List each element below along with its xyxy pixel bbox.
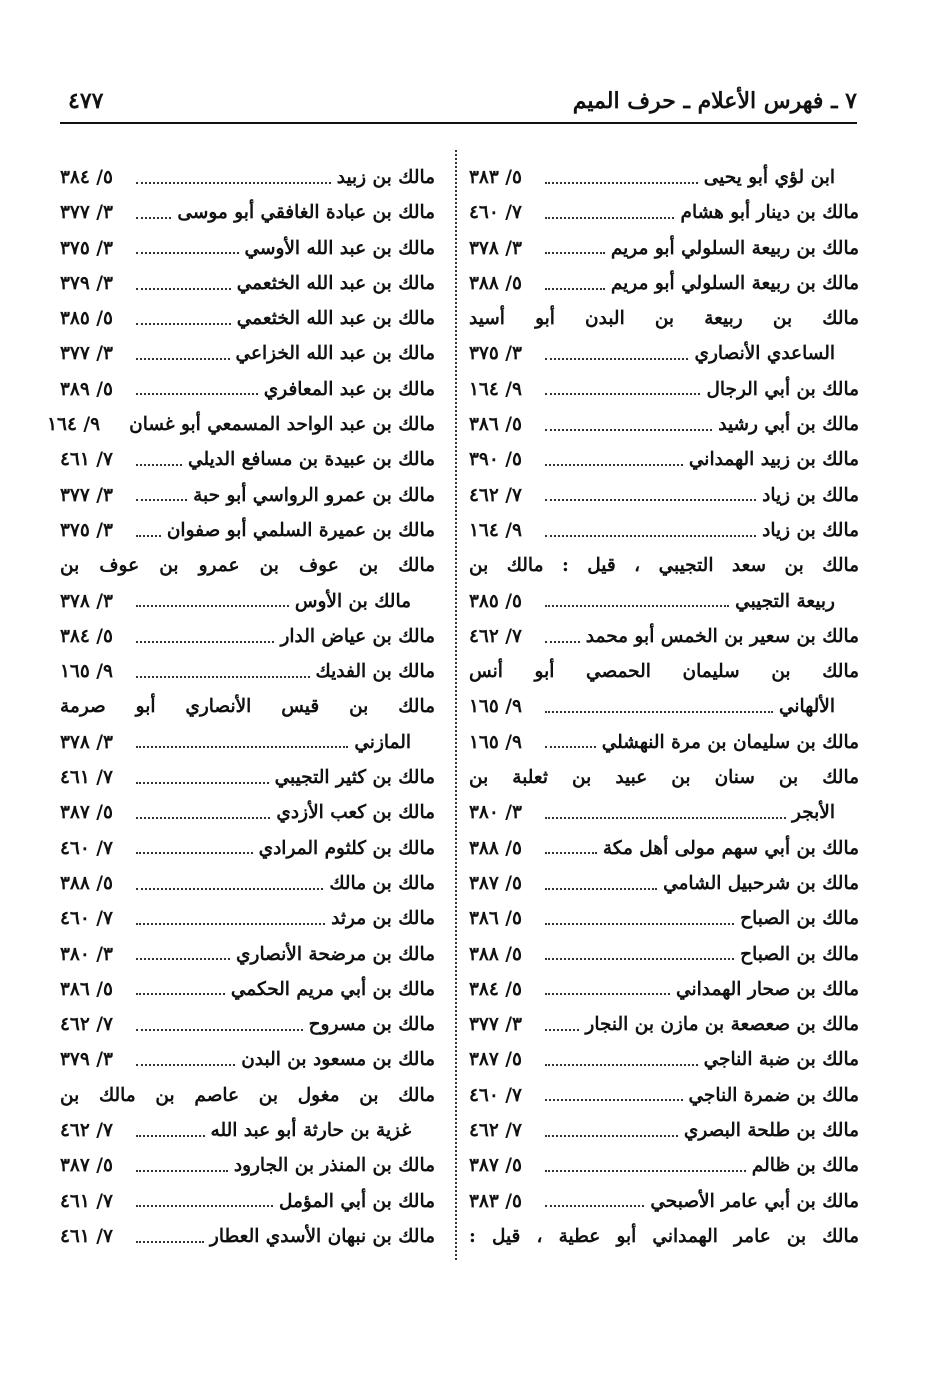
entry-name: مالك بن مرثد <box>331 908 435 930</box>
entry-name: الساعدي الأنصاري <box>694 343 835 365</box>
entry-reference: ٥/ ٣٨٨ <box>60 872 113 894</box>
page-header <box>60 88 857 124</box>
entry-reference: ٧/ ٤٦٢ <box>60 1014 113 1036</box>
entry-reference: ٥/ ٣٨٤ <box>60 625 113 647</box>
entry-name: مالك بن عبد الله الخثعمي <box>236 272 435 294</box>
index-entry <box>47 407 435 442</box>
index-entry <box>60 654 435 689</box>
entry-name: مالك بن سليمان بن مرة النهشلي <box>601 731 859 753</box>
dot-leader <box>545 852 597 854</box>
dot-leader <box>136 358 230 360</box>
entry-reference: ٧/ ٤٦١ <box>60 449 113 471</box>
dot-leader <box>136 605 289 607</box>
dot-leader <box>136 1241 204 1243</box>
entry-reference: ٥/ ٣٨٨ <box>469 837 522 859</box>
dot-leader <box>136 393 258 395</box>
entry-name: مالك بن عوف بن عمرو بن عوف بن <box>60 555 435 577</box>
entry-name: مالك بن زبيد <box>336 167 435 188</box>
entry-name: مالك بن كعب الأزدي <box>276 802 435 824</box>
entry-name: مالك بن الفديك <box>315 661 435 683</box>
index-entry <box>469 336 859 371</box>
dot-leader <box>545 1205 644 1207</box>
entry-name: مالك بن عبد الواحد المسمعي أبو غسان <box>129 414 435 436</box>
dot-leader <box>136 288 231 290</box>
dot-leader <box>136 182 331 184</box>
entry-name: مالك بن ربيعة السلولي أبو مريم <box>610 272 859 294</box>
index-entry <box>469 1219 859 1254</box>
index-entry <box>60 160 435 195</box>
entry-name: مالك بن ضمرة الناجي <box>688 1084 859 1106</box>
dot-leader <box>545 535 756 537</box>
entry-name: مالك بن مسعود بن البدن <box>241 1049 435 1071</box>
entry-reference: ٧/ ٤٦٢ <box>60 1120 113 1142</box>
index-entry <box>60 513 435 548</box>
entry-name: مالك بن سعد التجيبي ، قيل : مالك بن <box>469 555 859 577</box>
index-entry <box>469 760 859 795</box>
entry-name: مالك بن صحار الهمداني <box>676 978 859 1000</box>
dot-leader <box>136 535 161 537</box>
index-entry <box>469 795 859 830</box>
index-entry <box>60 795 435 830</box>
entry-name: مالك بن عبد الله الخزاعي <box>235 343 435 365</box>
index-entry <box>60 831 435 866</box>
index-entry <box>469 372 859 407</box>
dot-leader <box>545 393 700 395</box>
index-entry <box>60 372 435 407</box>
index-entry <box>469 1042 859 1077</box>
entry-name: مالك بن عبيدة بن مسافع الديلي <box>188 449 435 471</box>
entry-name: مالك بن مرضحة الأنصاري <box>236 943 435 965</box>
entry-name: المازني <box>354 731 411 753</box>
index-entry <box>469 972 859 1007</box>
index-entry <box>60 937 435 972</box>
dot-leader <box>136 499 187 501</box>
entry-name: مالك بن الصباح <box>740 943 859 965</box>
index-entry <box>60 301 435 336</box>
dot-leader <box>545 605 729 607</box>
dot-leader <box>136 817 270 819</box>
dot-leader <box>545 429 712 431</box>
index-entry <box>469 1078 859 1113</box>
entry-name: مالك بن عامر الهمداني أبو عطية ، قيل : <box>469 1225 859 1247</box>
entry-reference: ٩/ ١٦٤ <box>47 414 101 436</box>
entry-name: مالك بن سعير بن الخمس أبو محمد <box>585 625 859 647</box>
dot-leader <box>545 1064 698 1066</box>
index-entry <box>469 901 859 936</box>
entry-name: مالك بن زياد <box>762 484 859 506</box>
index-entry <box>60 1078 435 1113</box>
index-entry <box>469 689 859 724</box>
dot-leader <box>136 1170 228 1172</box>
entry-reference: ٧/ ٤٦١ <box>60 1225 113 1247</box>
index-entry <box>469 1148 859 1183</box>
dot-leader <box>136 782 269 784</box>
dot-leader <box>545 923 734 925</box>
entry-reference: ٥/ ٣٨٥ <box>60 308 113 330</box>
index-entry <box>469 1007 859 1042</box>
entry-name: مالك بن صعصعة بن مازن بن النجار <box>585 1014 859 1036</box>
dot-leader <box>136 323 231 325</box>
entry-reference: ٩/ ١٦٥ <box>60 661 113 683</box>
dot-leader <box>545 358 688 360</box>
entry-reference: ٥/ ٣٨٧ <box>469 1155 522 1177</box>
dot-leader <box>136 746 348 748</box>
column-separator <box>455 150 457 1260</box>
index-entry <box>60 1184 435 1219</box>
entry-name: مالك بن الأوس <box>294 590 411 612</box>
index-entry <box>60 1113 435 1148</box>
dot-leader <box>545 464 683 466</box>
dot-leader <box>136 464 182 466</box>
index-entry <box>469 619 859 654</box>
entry-name: مالك بن المنذر بن الجارود <box>233 1155 435 1177</box>
index-entry <box>469 654 859 689</box>
index-entry <box>469 548 859 583</box>
entry-name: مالك بن عمرو الرواسي أبو حبة <box>193 484 435 506</box>
entry-reference: ٣/ ٣٧٥ <box>469 343 522 365</box>
entry-reference: ٣/ ٣٨٠ <box>60 943 113 965</box>
entry-reference: ٥/ ٣٨٧ <box>469 1049 522 1071</box>
entry-reference: ٧/ ٤٦١ <box>60 1190 113 1212</box>
entry-reference: ٧/ ٤٦٠ <box>60 908 113 930</box>
entry-reference: ٩/ ١٦٥ <box>469 731 522 753</box>
running-title: ٧ ـ فهرس الأعلام ـ حرف الميم <box>572 88 857 114</box>
dot-leader <box>545 499 756 501</box>
index-entry <box>60 1219 435 1254</box>
entry-name: مالك بن دينار أبو هشام <box>680 202 859 224</box>
index-entry <box>60 1042 435 1077</box>
dot-leader <box>545 993 670 995</box>
entry-reference: ٣/ ٣٧٧ <box>60 343 113 365</box>
entry-reference: ٥/ ٣٨٤ <box>60 167 113 188</box>
dot-leader <box>545 252 605 254</box>
dot-leader <box>136 1029 303 1031</box>
entry-reference: ٥/ ٣٨٣ <box>469 167 522 188</box>
index-entry <box>60 442 435 477</box>
dot-leader <box>136 1135 205 1137</box>
index-entry <box>60 1007 435 1042</box>
dot-leader <box>136 1205 273 1207</box>
dot-leader <box>545 641 580 643</box>
entry-reference: ٥/ ٣٨٦ <box>469 908 522 930</box>
index-column-right <box>469 160 859 1254</box>
index-entry <box>60 231 435 266</box>
dot-leader <box>136 252 239 254</box>
dot-leader <box>545 288 605 290</box>
entry-reference: ٥/ ٣٨٧ <box>60 802 113 824</box>
index-entry <box>469 1184 859 1219</box>
entry-reference: ٧/ ٤٦٠ <box>469 1084 522 1106</box>
dot-leader <box>545 888 657 890</box>
entry-reference: ٣/ ٣٧٨ <box>469 237 522 259</box>
entry-reference: ٥/ ٣٨٨ <box>469 943 522 965</box>
dot-leader <box>136 958 230 960</box>
index-entry <box>60 689 435 724</box>
index-entry <box>60 584 435 619</box>
dot-leader <box>545 711 773 713</box>
index-entry <box>60 548 435 583</box>
entry-reference: ٣/ ٣٧٩ <box>60 272 113 294</box>
index-entry <box>60 336 435 371</box>
entry-reference: ٣/ ٣٧٧ <box>469 1014 522 1036</box>
entry-name: مالك بن مالك <box>329 872 435 894</box>
entry-name: مالك بن أبي عامر الأصبحي <box>650 1190 859 1212</box>
dot-leader <box>545 1135 678 1137</box>
dot-leader <box>136 852 253 854</box>
entry-name: مالك بن الصباح <box>740 908 859 930</box>
dot-leader <box>545 182 698 184</box>
entry-name: مالك بن أبي المؤمل <box>279 1190 435 1212</box>
entry-reference: ٥/ ٣٨٨ <box>469 272 522 294</box>
index-entry <box>469 442 859 477</box>
dot-leader <box>545 1099 683 1101</box>
entry-reference: ٧/ ٤٦١ <box>60 767 113 789</box>
entry-reference: ٣/ ٣٧٧ <box>60 202 113 224</box>
entry-reference: ٥/ ٣٨٧ <box>60 1155 113 1177</box>
index-entry <box>469 231 859 266</box>
entry-name: مالك بن عبد الله الخثعمي <box>236 308 435 330</box>
dot-leader <box>545 817 786 819</box>
entry-name: ربيعة التجيبي <box>735 590 835 612</box>
entry-name: مالك بن ربيعة بن البدن أبو أسيد <box>469 308 859 330</box>
entry-name: مالك بن عبد المعافري <box>263 378 435 400</box>
dot-leader <box>545 217 674 219</box>
entry-name: مالك بن ربيعة السلولي أبو مريم <box>610 237 859 259</box>
index-entry <box>60 901 435 936</box>
entry-reference: ٣/ ٣٨٠ <box>469 802 522 824</box>
index-entry <box>60 725 435 760</box>
entry-name: مالك بن ضبة الناجي <box>703 1049 859 1071</box>
entry-reference: ٥/ ٣٨٧ <box>469 872 522 894</box>
entry-reference: ٥/ ٣٨٦ <box>469 414 522 436</box>
index-entry <box>60 266 435 301</box>
entry-name: مالك بن طلحة البصري <box>683 1120 859 1142</box>
entry-name: مالك بن سنان بن عبيد بن ثعلبة بن <box>469 767 859 789</box>
entry-name: مالك بن ظالم <box>751 1155 859 1177</box>
entry-reference: ٥/ ٣٨٦ <box>60 978 113 1000</box>
dot-leader <box>545 958 734 960</box>
entry-reference: ٩/ ١٦٤ <box>469 519 522 541</box>
entry-reference: ٩/ ١٦٤ <box>469 378 522 400</box>
entry-name: مالك بن زبيد الهمداني <box>688 449 859 471</box>
entry-reference: ٥/ ٣٨٣ <box>469 1190 522 1212</box>
entry-reference: ٣/ ٣٧٧ <box>60 484 113 506</box>
entry-name: الألهاني <box>778 696 835 718</box>
index-entry <box>60 619 435 654</box>
dot-leader <box>136 676 310 678</box>
entry-name: مالك بن كلثوم المرادي <box>258 837 435 859</box>
index-entry <box>469 866 859 901</box>
index-entry <box>469 160 859 195</box>
entry-reference: ٥/ ٣٨٤ <box>469 978 522 1000</box>
index-entry <box>60 866 435 901</box>
entry-name: مالك بن كثير التجيبي <box>274 767 435 789</box>
entry-reference: ٥/ ٣٨٩ <box>60 378 113 400</box>
dot-leader <box>136 217 171 219</box>
entry-name: مالك بن أبي رشيد <box>718 414 859 436</box>
dot-leader <box>545 1170 746 1172</box>
entry-reference: ٩/ ١٦٥ <box>469 696 522 718</box>
entry-reference: ٥/ ٣٩٠ <box>469 449 522 471</box>
entry-name: مالك بن زياد <box>762 519 859 541</box>
index-entry <box>469 937 859 972</box>
entry-name: الأبجر <box>792 802 835 824</box>
entry-name: مالك بن مغول بن عاصم بن مالك بن <box>60 1084 435 1106</box>
entry-name: مالك بن عبد الله الأوسي <box>244 237 435 259</box>
entry-name: مالك بن مسروح <box>308 1014 435 1036</box>
entry-reference: ٣/ ٣٧٨ <box>60 731 113 753</box>
entry-reference: ٣/ ٣٧٥ <box>60 519 113 541</box>
index-entry <box>60 478 435 513</box>
index-entry <box>469 478 859 513</box>
entry-reference: ٣/ ٣٧٨ <box>60 590 113 612</box>
entry-name: مالك بن نبهان الأسدي العطار <box>209 1225 435 1247</box>
entry-reference: ٧/ ٤٦٢ <box>469 484 522 506</box>
entry-reference: ٧/ ٤٦٠ <box>60 837 113 859</box>
entry-reference: ٣/ ٣٧٥ <box>60 237 113 259</box>
entry-name: مالك بن شرحبيل الشامي <box>663 872 859 894</box>
entry-name: مالك بن سليمان الحمصي أبو أنس <box>469 661 859 683</box>
dot-leader <box>136 641 274 643</box>
dot-leader <box>136 993 225 995</box>
index-entry <box>60 1148 435 1183</box>
entry-name: مالك بن عبادة الغافقي أبو موسى <box>177 202 435 224</box>
dot-leader <box>545 746 596 748</box>
entry-name: مالك بن عياض الدار <box>280 625 435 647</box>
index-entry <box>469 584 859 619</box>
dot-leader <box>136 1064 235 1066</box>
entry-name: مالك بن أبي الرجال <box>706 378 859 400</box>
index-entry <box>60 760 435 795</box>
entry-name: ابن لؤي أبو يحيى <box>703 167 835 188</box>
dot-leader <box>545 1029 579 1031</box>
entry-reference: ٧/ ٤٦٢ <box>469 625 522 647</box>
entry-reference: ٣/ ٣٧٩ <box>60 1049 113 1071</box>
index-entry <box>469 266 859 301</box>
index-column-left <box>47 160 435 1254</box>
entry-reference: ٧/ ٤٦٢ <box>469 1120 522 1142</box>
entry-name: مالك بن أبي مريم الحكمي <box>230 978 435 1000</box>
page-number: ٤٧٧ <box>68 88 104 114</box>
entry-name: غزية بن حارثة أبو عبد الله <box>210 1120 411 1142</box>
entry-name: مالك بن قيس الأنصاري أبو صرمة <box>60 696 435 718</box>
entry-name: مالك بن أبي سهم مولى أهل مكة <box>602 837 859 859</box>
dot-leader <box>136 923 325 925</box>
index-entry <box>60 972 435 1007</box>
index-entry <box>469 725 859 760</box>
index-entry <box>469 301 859 336</box>
entry-reference: ٥/ ٣٨٥ <box>469 590 522 612</box>
index-entry <box>469 831 859 866</box>
index-entry <box>469 407 859 442</box>
entry-reference: ٧/ ٤٦٠ <box>469 202 522 224</box>
entry-name: مالك بن عميرة السلمي أبو صفوان <box>166 519 435 541</box>
index-entry <box>469 513 859 548</box>
index-entry <box>60 195 435 230</box>
index-entry <box>469 195 859 230</box>
dot-leader <box>136 888 323 890</box>
index-entry <box>469 1113 859 1148</box>
